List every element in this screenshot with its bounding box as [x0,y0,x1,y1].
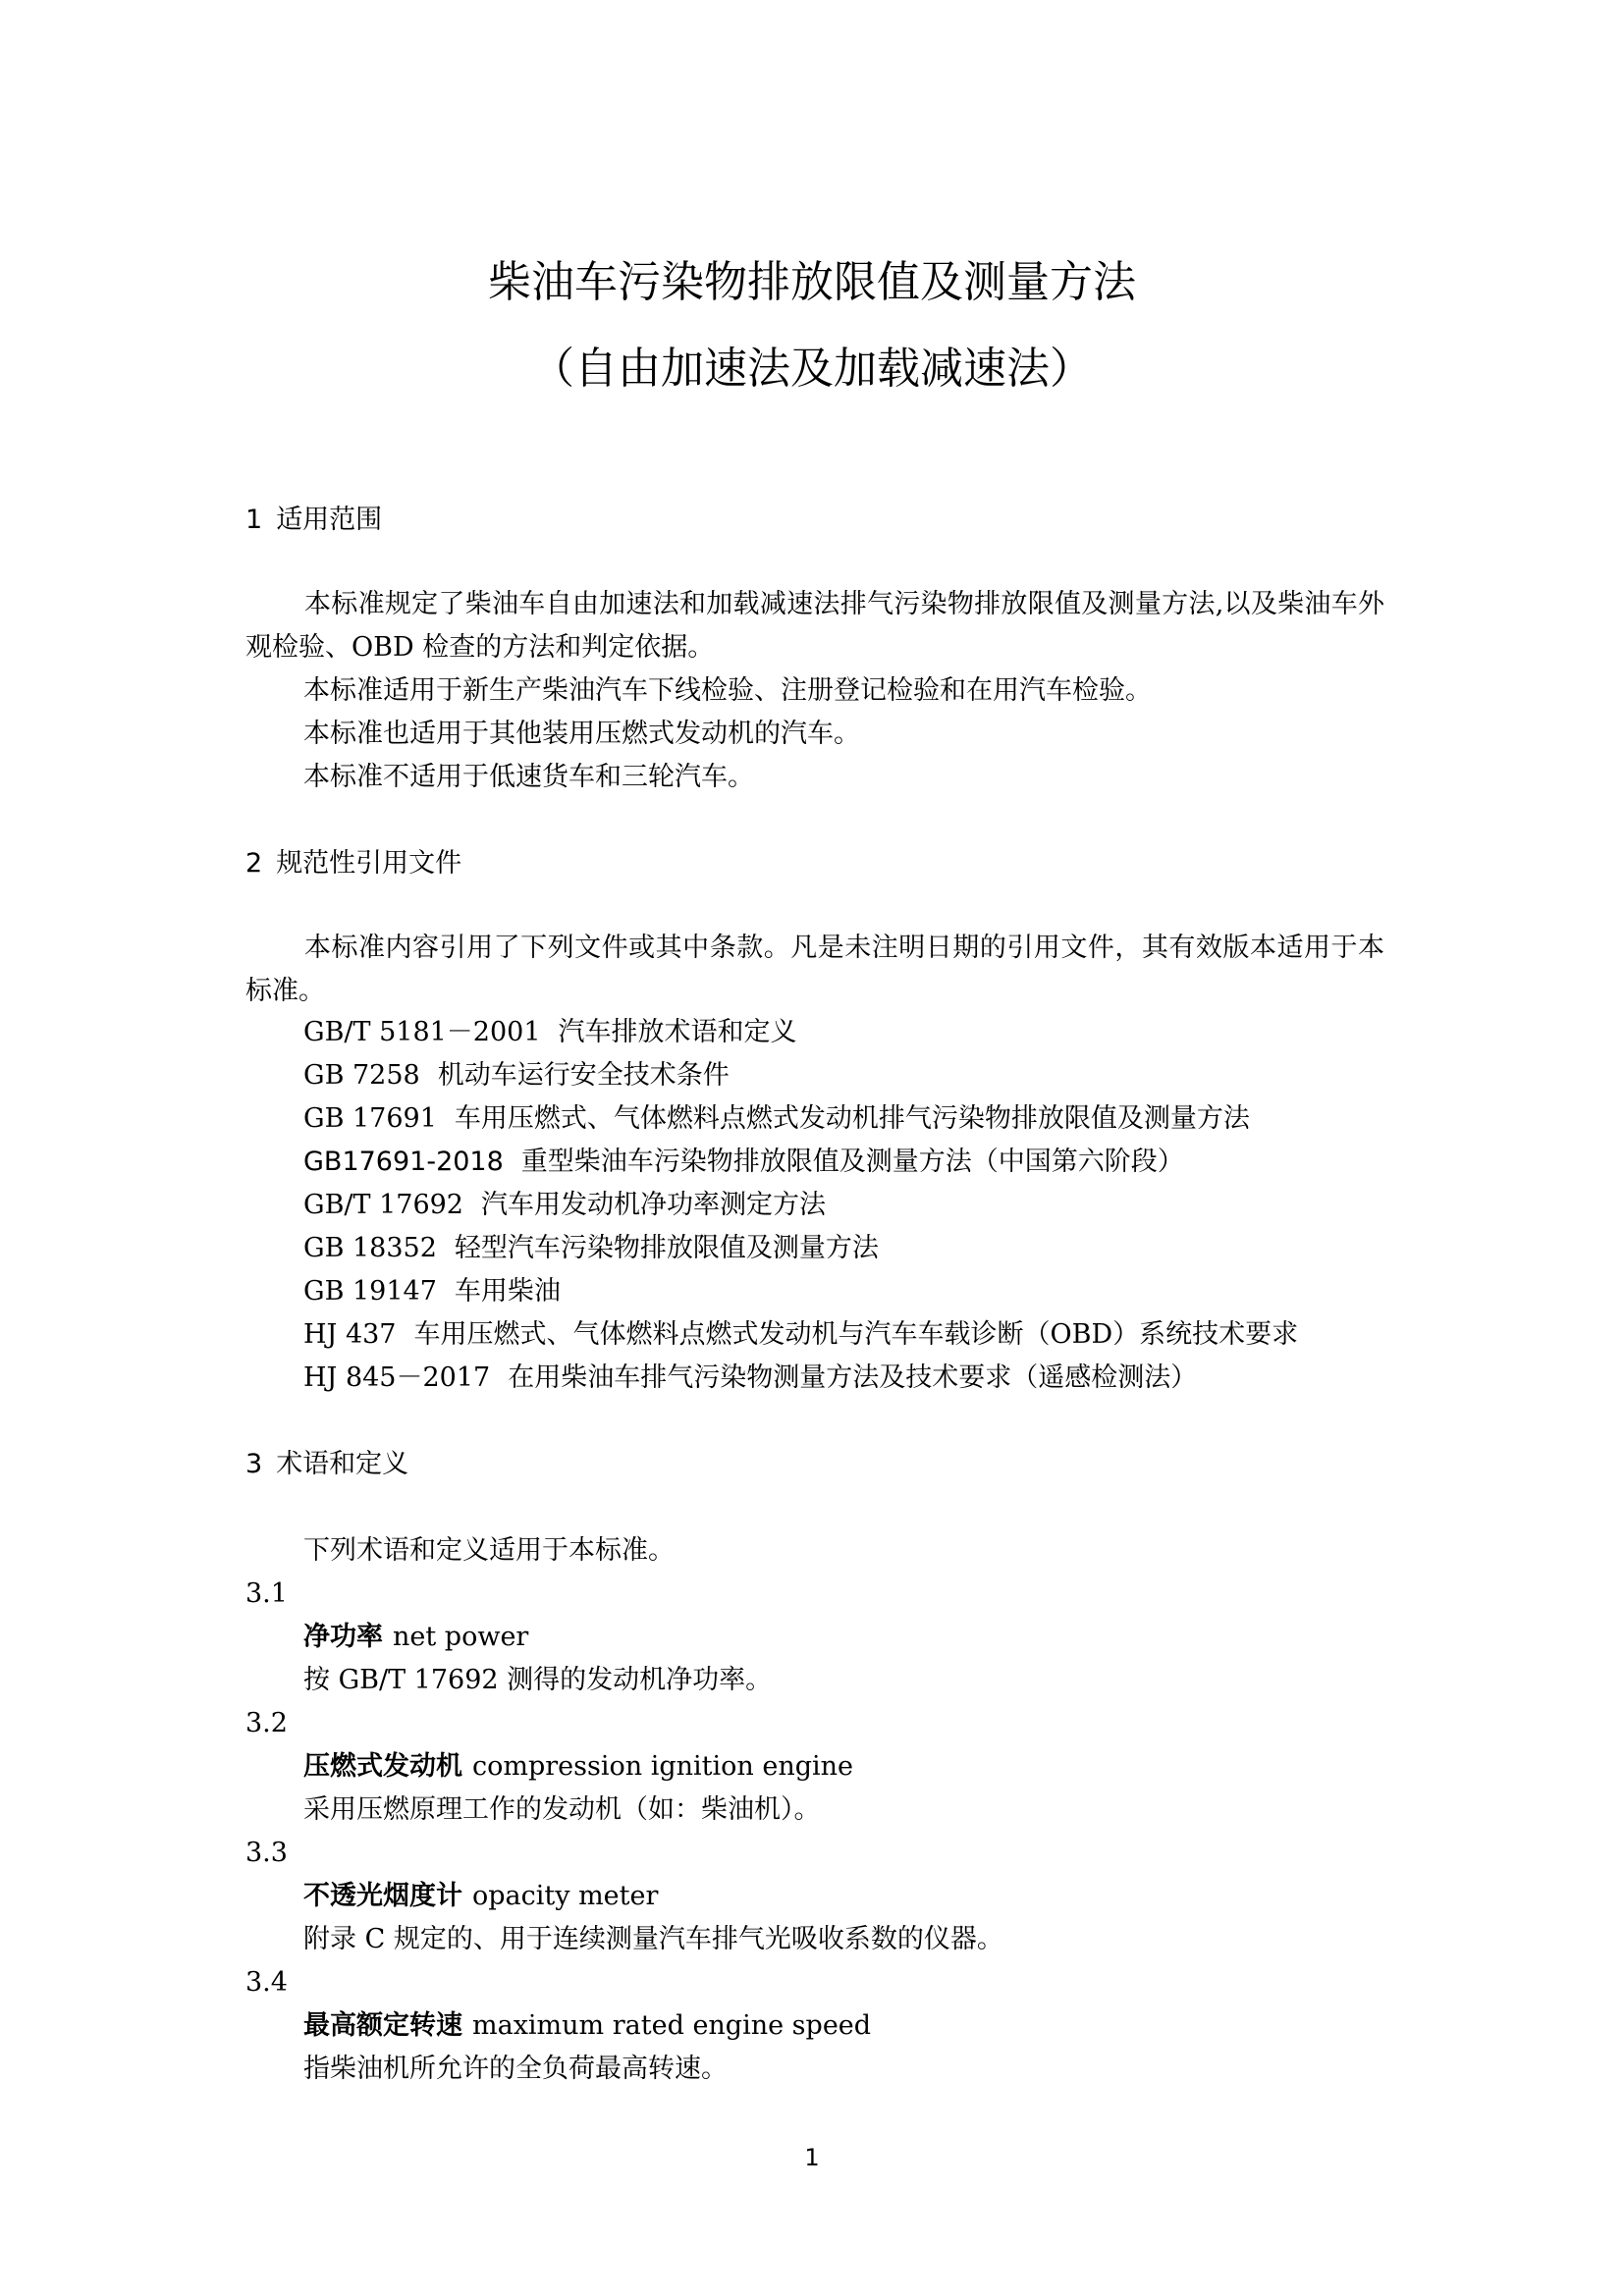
scope-paragraph-4: 本标准不适用于低速货车和三轮汽车。 [303,762,754,792]
section-number: 3 [245,1449,263,1479]
reference-title: 汽车排放术语和定义 [558,1017,797,1047]
reference-title: 机动车运行安全技术条件 [437,1060,730,1091]
reference-title: 在用柴油车排气污染物测量方法及技术要求（遥感检测法） [508,1362,1198,1393]
reference-item [303,1013,797,1052]
reference-item [303,1359,1197,1398]
terms-intro: 下列术语和定义适用于本标准。 [303,1535,675,1566]
term-chinese: 净功率 [303,1622,383,1652]
term-number: 3.4 [245,1967,288,1998]
section-title: 适用范围 [276,505,383,535]
term-chinese: 最高额定转速 [303,2010,462,2041]
term-english: opacity meter [472,1881,659,1911]
reference-item [303,1099,1250,1139]
section-heading-scope [245,503,382,538]
reference-title: 轻型汽车污染物排放限值及测量方法 [454,1233,879,1263]
document-subtitle: （自由加速法及加载减速法） [531,344,1093,394]
document-title: 柴油车污染物排放限值及测量方法 [488,257,1136,307]
reference-title: 车用柴油 [454,1276,561,1307]
reference-item [303,1143,1184,1182]
section-number: 1 [245,505,263,535]
term-entry [303,1877,658,1916]
reference-title: 汽车用发动机净功率测定方法 [481,1190,826,1220]
reference-title: 重型柴油车污染物排放限值及测量方法（中国第六阶段） [520,1147,1184,1177]
scope-paragraph-2: 本标准适用于新生产柴油汽车下线检验、注册登记检验和在用汽车检验。 [303,675,1152,706]
term-entry [303,2006,871,2046]
page-number: 1 [804,2144,820,2171]
reference-item [303,1315,1298,1355]
reference-code: HJ 437 [303,1319,397,1350]
scope-paragraph-1: 本标准规定了柴油车自由加速法和加载减速法排气污染物排放限值及测量方法,以及柴油车外观检验、OBD 检查的方法和判定依据。 [245,589,1384,663]
term-number: 3.2 [245,1708,288,1738]
term-english: maximum rated engine speed [472,2010,872,2041]
term-number: 3.3 [245,1838,288,1868]
reference-item [303,1186,826,1225]
reference-title: 车用压燃式、气体燃料点燃式发动机排气污染物排放限值及测量方法 [454,1103,1250,1134]
reference-code: GB17691-2018 [303,1147,504,1177]
term-definition: 按 GB/T 17692 测得的发动机净功率。 [303,1665,773,1695]
term-entry [303,1747,853,1787]
reference-item [303,1056,730,1095]
reference-code: HJ 845－2017 [303,1362,491,1393]
references-intro: 本标准内容引用了下列文件或其中条款。凡是未注明日期的引用文件，其有效版本适用于本标准。 [245,933,1384,1006]
section-heading-terms-and-definitions [245,1447,408,1482]
scope-paragraph-3: 本标准也适用于其他装用压燃式发动机的汽车。 [303,719,860,749]
term-chinese: 不透光烟度计 [303,1881,462,1911]
reference-item [303,1272,561,1311]
term-english: compression ignition engine [472,1751,854,1782]
reference-item [303,1229,879,1268]
reference-code: GB 19147 [303,1276,437,1307]
section-title: 术语和定义 [276,1449,409,1479]
term-definition: 附录 C 规定的、用于连续测量汽车排气光吸收系数的仪器。 [303,1924,1003,1954]
term-english: net power [393,1622,529,1652]
reference-code: GB 17691 [303,1103,437,1134]
term-entry [303,1618,528,1657]
reference-code: GB 7258 [303,1060,420,1091]
section-number: 2 [245,848,263,879]
term-definition: 采用压燃原理工作的发动机（如：柴油机）。 [303,1794,821,1825]
reference-code: GB/T 5181－2001 [303,1017,541,1047]
reference-code: GB 18352 [303,1233,437,1263]
term-chinese: 压燃式发动机 [303,1751,462,1782]
section-heading-normative-references [245,846,461,881]
term-number: 3.1 [245,1578,288,1609]
term-definition: 指柴油机所允许的全负荷最高转速。 [303,2054,728,2084]
section-title: 规范性引用文件 [276,848,462,879]
reference-title: 车用压燃式、气体燃料点燃式发动机与汽车车载诊断（OBD）系统技术要求 [413,1319,1299,1350]
reference-code: GB/T 17692 [303,1190,463,1220]
